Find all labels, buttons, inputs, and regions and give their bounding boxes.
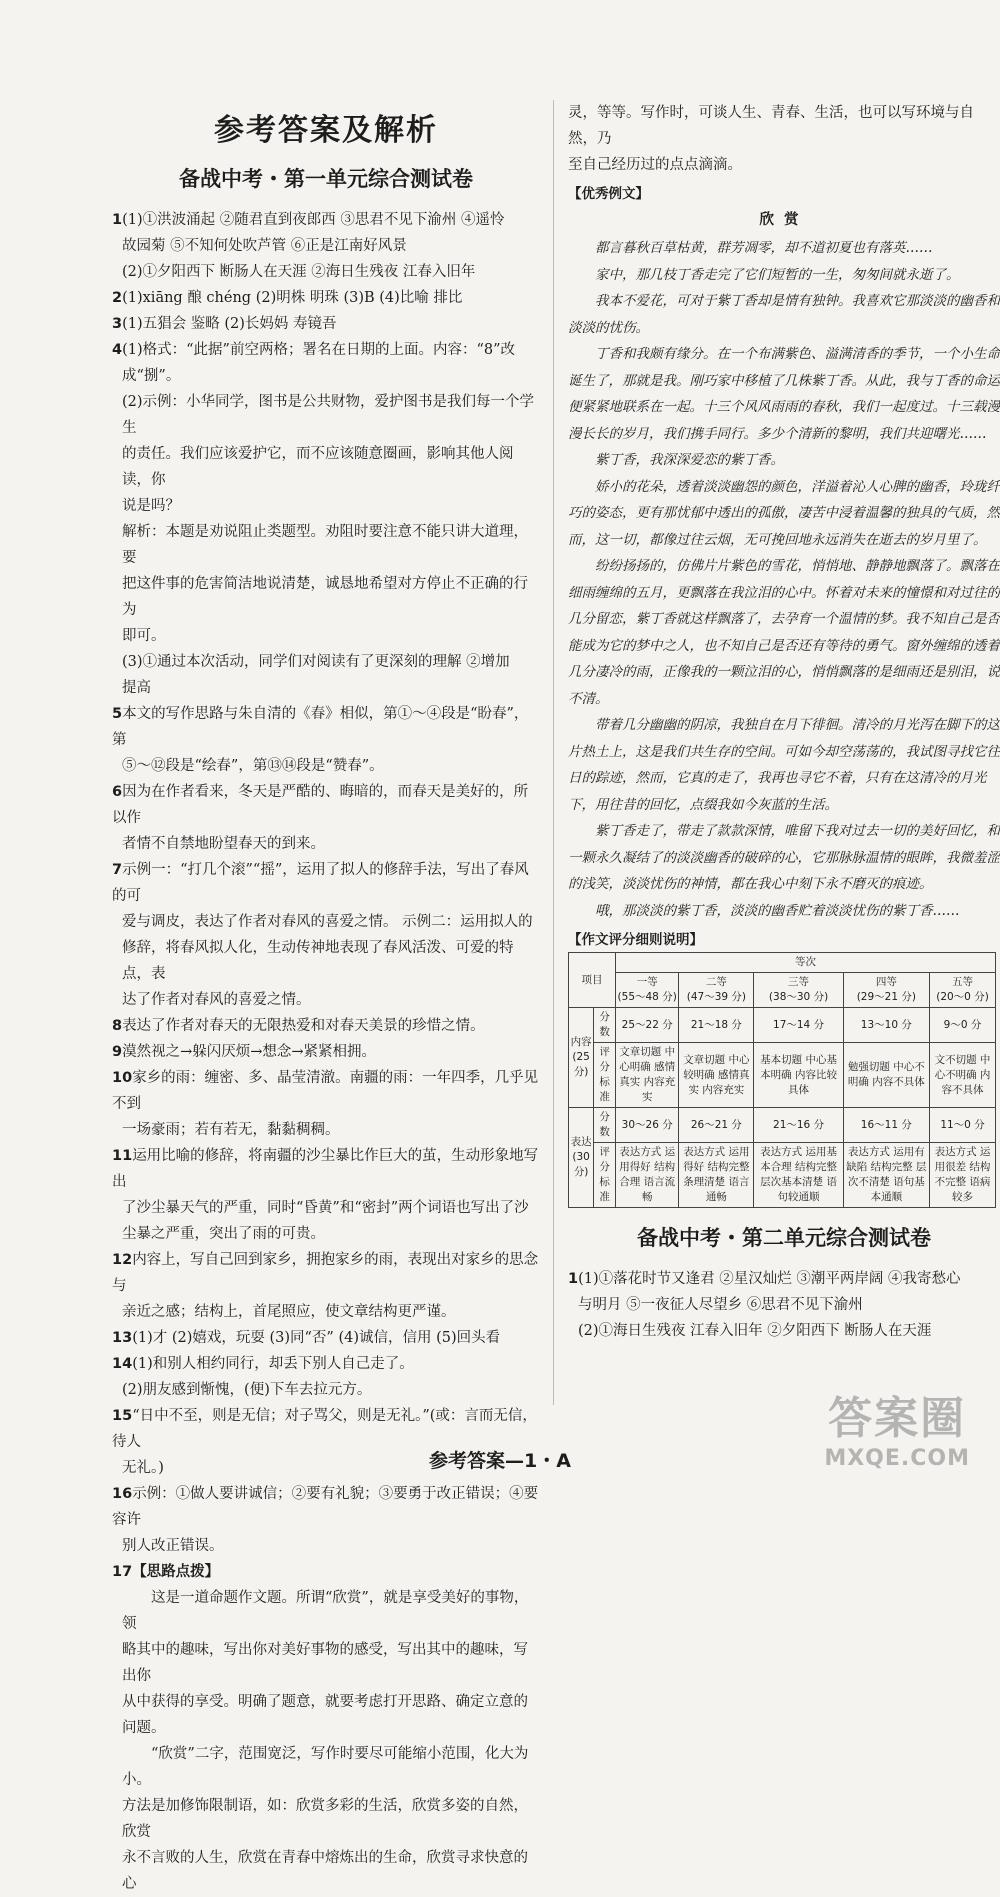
grading-levels-header: 等次 <box>616 953 996 973</box>
score-range: 11～0 分 <box>930 1108 996 1143</box>
question-number: 9 <box>112 1044 123 1060</box>
answer-text: 这是一道命题作文题。所谓“欣赏”，就是享受美好的事物，领 <box>122 1590 529 1632</box>
expression-std-label: 评分标准 <box>594 1143 616 1208</box>
score-range: 25～22 分 <box>616 1008 679 1043</box>
question-number: 5 <box>112 706 123 722</box>
answer-line <box>112 1143 540 1195</box>
expression-std-row <box>569 1143 996 1208</box>
expression-score-row <box>569 1108 996 1143</box>
answer-text: 家乡的雨：缠密、多、晶莹清澈。南疆的雨：一年四季，几乎见不到 <box>112 1070 539 1112</box>
essay-paragraph: 纷纷扬扬的，仿佛片片紫色的雪花，悄悄地、静静地飘落了。飘落在细雨缠绵的五月，更飘落在我泣泪的心中。怀着对未来的憧憬和对过往的几分留恋，紫丁香就这样飘落了，去孕育一个温情的梦。我不知自己是否能成为它的梦中之人，也不知自己是否还有等待的勇气。窗外缠绵的透着几分凄冷的雨，正像我的一颗泣泪的心，悄悄飘落的是细雨还是别泪，说不清。 <box>568 558 1000 707</box>
answer-line <box>112 857 540 909</box>
answer-text: (2)朋友感到惭愧，(便)下车去拉元方。 <box>122 1382 372 1398</box>
answer-line <box>112 1689 540 1715</box>
answer-line <box>112 1559 540 1585</box>
answer-line <box>112 207 540 233</box>
answer-text: 成“捌”。 <box>122 368 181 384</box>
answer-text: 运用比喻的修辞，将南疆的沙尘暴比作巨大的茧，生动形象地写出 <box>112 1148 539 1190</box>
answer-line <box>112 987 540 1013</box>
answer-line <box>112 1221 540 1247</box>
question-number: 12 <box>112 1252 133 1268</box>
question-number: 17 <box>112 1564 133 1580</box>
grading-standard: 基本切题 中心基本明确 内容比较具体 <box>754 1043 843 1108</box>
question-number: 3 <box>112 316 123 332</box>
answer-line <box>112 259 540 285</box>
essay-paragraph: 我本不爱花，可对于紫丁香却是情有独钟。我喜欢它那淡淡的幽香和淡淡的忧伤。 <box>568 293 1000 336</box>
essay-paragraph: 哦，那淡淡的紫丁香，淡淡的幽香贮着淡淡忧伤的紫丁香…… <box>595 902 960 919</box>
answer-text: (1)①洪波涌起 ②随君直到夜郎西 ③思君不见下渝州 ④遥怜 <box>122 212 505 228</box>
answer-line <box>112 1247 540 1299</box>
column-divider <box>553 100 554 1405</box>
answer-text: 永不言败的人生，欣赏在青春中熔炼出的生命，欣赏寻求快意的心 <box>122 1850 528 1892</box>
score-range: 21～18 分 <box>679 1008 754 1043</box>
answer-text: (3)①通过本次活动，同学们对阅读有了更深刻的理解 ②增加 <box>122 654 510 670</box>
grading-item-header: 项目 <box>569 953 616 1008</box>
answer-text: (1)xiāng 酿 chéng (2)明株 明珠 (3)B (4)比喻 排比 <box>122 290 463 306</box>
answer-line <box>112 1013 540 1039</box>
answer-text: 即可。 <box>122 628 166 644</box>
answer-line <box>112 571 540 623</box>
answer-text: “日中不至，则是无信；对子骂父，则是无礼。”(或：言而无信，待人 <box>112 1408 537 1450</box>
answer-text: 无礼。) <box>122 1460 164 1476</box>
grading-standard: 勉强切题 中心不明确 内容不具体 <box>843 1043 929 1108</box>
answer-line <box>112 1299 540 1325</box>
content-label: 内容 (25 分) <box>569 1008 594 1108</box>
answer-text: 达了作者对春风的喜爱之情。 <box>122 992 311 1008</box>
essay-title: 欣赏 <box>759 211 809 228</box>
grade-level: 二等 (47～39 分) <box>679 973 754 1008</box>
expression-score-label: 分数 <box>594 1108 616 1143</box>
score-range: 30～26 分 <box>616 1108 679 1143</box>
question-number: 14 <box>112 1356 133 1372</box>
watermark-logo: 答案圈 MXQE.COM <box>824 1393 970 1471</box>
answer-text: 漠然视之→躲闪厌烦→想念→紧紧相拥。 <box>122 1044 377 1060</box>
answer-line <box>112 1117 540 1143</box>
answer-line <box>112 1039 540 1065</box>
answer-line <box>112 519 540 571</box>
grading-tag: 【作文评分细则说明】 <box>568 932 703 948</box>
grade-level: 四等 (29～21 分) <box>843 973 929 1008</box>
question-number: 1 <box>568 1271 579 1287</box>
section1-title: 备战中考・第一单元综合测试卷 <box>179 167 473 191</box>
grade-level: 三等 (38～30 分) <box>754 973 843 1008</box>
question-number: 11 <box>112 1148 133 1164</box>
guidance-line: 灵，等等。写作时，可谈人生、青春、生活，也可以写环境与自然，乃 <box>568 105 974 147</box>
grade-level: 一等 (55～48 分) <box>616 973 679 1008</box>
answer-line <box>112 909 540 935</box>
answer-text: 者情不自禁地盼望春天的到来。 <box>122 836 325 852</box>
score-range: 16～11 分 <box>843 1108 929 1143</box>
answer-line <box>112 701 540 753</box>
question-number: 16 <box>112 1486 133 1502</box>
answer-line <box>112 363 540 389</box>
answer-line <box>112 311 540 337</box>
content-score-row <box>569 1008 996 1043</box>
answer-line <box>112 649 540 675</box>
question-number: 7 <box>112 862 123 878</box>
answer-text: 故园菊 ⑤不知何处吹芦管 ⑥正是江南好风景 <box>122 238 407 254</box>
answer-text: (1)①落花时节又逢君 ②星汉灿烂 ③潮平两岸阔 ④我寄愁心 <box>578 1271 961 1287</box>
answer-text: 的责任。我们应该爱护它，而不应该随意圈画，影响其他人阅读，你 <box>122 446 514 488</box>
score-range: 21～16 分 <box>754 1108 843 1143</box>
answer-line <box>112 1481 540 1533</box>
answer-line <box>112 753 540 779</box>
answer-line <box>112 1585 540 1637</box>
essay-body <box>568 235 1000 924</box>
answer-line <box>112 493 540 519</box>
question-number: 15 <box>112 1408 133 1424</box>
answer-text: 方法是加修饰限制语，如：欣赏多彩的生活，欣赏多姿的自然，欣赏 <box>122 1798 528 1840</box>
question-number: 6 <box>112 784 123 800</box>
answer-text: (1)和别人相约同行，却丢下别人自己走了。 <box>132 1356 414 1372</box>
essay-paragraph: 都言暮秋百草枯黄，群芳凋零，却不道初夏也有落英…… <box>595 240 933 256</box>
answer-line <box>112 1793 540 1845</box>
grading-standard: 表达方式 运用得好 结构合理 语言流畅 <box>616 1143 679 1208</box>
answer-line <box>112 1351 540 1377</box>
answer-text: 别人改正错误。 <box>122 1538 224 1554</box>
answer-line <box>112 623 540 649</box>
grading-header-row <box>569 953 996 973</box>
page-footer: 参考答案—1・A <box>429 1450 571 1472</box>
guidance-line: 至自己经历过的点点滴滴。 <box>568 157 742 173</box>
answer-line <box>112 1195 540 1221</box>
answer-line <box>112 441 540 493</box>
answer-text: (1)格式：“此据”前空两格；署名在日期的上面。内容：“8”改 <box>122 342 516 358</box>
grading-standard: 文章切题 中心较明确 感情真实 内容充实 <box>679 1043 754 1108</box>
answer-line <box>112 1377 540 1403</box>
score-range: 13～10 分 <box>843 1008 929 1043</box>
answer-text: 爱与调皮，表达了作者对春风的喜爱之情。 示例二：运用拟人的 <box>122 914 533 930</box>
answer-line <box>568 1292 1000 1318</box>
answer-line <box>112 1741 540 1793</box>
content-std-row <box>569 1043 996 1108</box>
essay-paragraph: 紫丁香走了，带走了款款深情，唯留下我对过去一切的美好回忆，和一颗永久凝结了的淡淡幽香的破碎的心，它那脉脉温情的眼眸，我微羞涩的浅笑，淡淡忧伤的神情，都在我心中刻下永不磨灭的痕迹。 <box>568 823 1000 892</box>
section2-answers <box>568 1266 1000 1344</box>
answer-line <box>112 233 540 259</box>
answer-text: 表达了作者对春天的无限热爱和对春天美景的珍惜之情。 <box>122 1018 485 1034</box>
question-number: 4 <box>112 342 123 358</box>
answer-text: (2)①夕阳西下 断肠人在天涯 ②海日生残夜 江春入旧年 <box>122 264 476 280</box>
answer-text: ⑤～⑫段是“绘春”，第⑬⑭段是“赞春”。 <box>122 758 384 774</box>
content-std-label: 评分标准 <box>594 1043 616 1108</box>
answer-text: (2)①海日生残夜 江春入旧年 ②夕阳西下 断肠人在天涯 <box>578 1323 932 1339</box>
answer-line <box>112 389 540 441</box>
answer-line <box>112 779 540 831</box>
essay-paragraph: 丁香和我颇有缘分。在一个布满紫色、溢满清香的季节，一个小生命诞生了，那就是我。刚巧家中移植了几株紫丁香。从此，我与丁香的命运便紧紧地联系在一起。十三个风风雨雨的春秋，我们一起度过。十三载漫漫长长的岁月，我们携手同行。多少个清新的黎明，我们共迎曙光…… <box>568 346 1000 442</box>
answer-line <box>112 831 540 857</box>
left-column <box>112 105 540 1897</box>
answer-text: 与明月 ⑤一夜征人尽望乡 ⑥思君不见下渝州 <box>578 1297 863 1313</box>
answer-text: 提高 <box>122 680 151 696</box>
answer-line <box>112 1325 540 1351</box>
essay-paragraph: 娇小的花朵，透着淡淡幽怨的颜色，洋溢着沁人心脾的幽香，玲珑纤巧的姿态，更有那忧郁中透出的孤傲，凄苦中浸着温馨的独具的气质，然而，这一切，都像过往云烟，无可挽回地永远消失在逝去的岁月里了。 <box>568 478 1000 548</box>
answer-text: 从中获得的享受。明确了题意，就要考虑打开思路、确定立意的 <box>122 1694 528 1710</box>
grade-level: 五等 (20～0 分) <box>930 973 996 1008</box>
answer-line <box>112 337 540 363</box>
question-number: 1 <box>112 212 123 228</box>
answer-line <box>568 1266 1000 1292</box>
answer-line <box>112 285 540 311</box>
answer-line <box>112 1637 540 1689</box>
answer-line <box>112 1533 540 1559</box>
answer-text: 【思路点拨】 <box>132 1563 220 1580</box>
score-range: 17～14 分 <box>754 1008 843 1043</box>
content-score-label: 分数 <box>594 1008 616 1043</box>
excellent-essay-tag: 【优秀例文】 <box>568 186 649 202</box>
answer-text: 了沙尘暴天气的严重，同时“昏黄”和“密封”两个词语也写出了沙 <box>122 1200 529 1216</box>
expression-label: 表达 (30 分) <box>569 1108 594 1208</box>
answer-line <box>112 1715 540 1741</box>
answer-text: 说是吗？ <box>122 498 180 514</box>
grading-standard: 文不切题 中心不明确 内容不具体 <box>930 1043 996 1108</box>
score-range: 9～0 分 <box>930 1008 996 1043</box>
score-range: 26～21 分 <box>679 1108 754 1143</box>
grading-standard: 表达方式 运用很差 结构不完整 语病较多 <box>930 1143 996 1208</box>
answer-line <box>112 935 540 987</box>
question-number: 2 <box>112 290 123 306</box>
answer-line <box>112 1065 540 1117</box>
answer-text: 把这件事的危害简洁地说清楚，诚恳地希望对方停止不正确的行为 <box>122 576 528 618</box>
answer-text: 因为在作者看来，冬天是严酷的、晦暗的，而春天是美好的，所以作 <box>112 784 529 826</box>
answer-text: (1)才 (2)嬉戏，玩耍 (3)同“否” (4)诚信，信用 (5)回头看 <box>132 1330 501 1346</box>
grading-level-row <box>569 973 996 1008</box>
page-title: 参考答案及解析 <box>214 113 438 148</box>
grading-standard: 表达方式 运用基本合理 结构完整 层次基本清楚 语句较通顺 <box>754 1143 843 1208</box>
section1-answers <box>112 207 540 1897</box>
answer-text: 问题。 <box>122 1720 166 1736</box>
grading-table <box>568 952 996 1208</box>
answer-text: (2)示例：小华同学，图书是公共财物，爱护图书是我们每一个学生 <box>122 394 535 436</box>
answer-text: 示例一：“打几个滚”“摇”，运用了拟人的修辞手法，写出了春风的可 <box>112 862 529 904</box>
essay-guidance-continued <box>568 100 1000 178</box>
question-number: 13 <box>112 1330 133 1346</box>
answer-text: 内容上，写自己回到家乡，拥抱家乡的雨，表现出对家乡的思念与 <box>112 1252 539 1294</box>
answer-text: “欣赏”二字，范围宽泛，写作时要尽可能缩小范围，化大为小。 <box>122 1746 529 1788</box>
answer-text: 亲近之感；结构上，首尾照应，使文章结构更严谨。 <box>122 1304 456 1320</box>
essay-paragraph: 带着几分幽幽的阴凉，我独自在月下徘徊。清冷的月光泻在脚下的这片热土上，这是我们共生存的空间。可如今却空荡荡的，我试图寻找它往日的踪迹，然而，它真的走了，我再也寻它不着，只有在这清冷的月光下，用往昔的回忆，点缀我如今灰蓝的生活。 <box>568 717 1000 813</box>
answer-line <box>112 1845 540 1897</box>
grading-standard: 表达方式 运用有缺陷 结构完整 层次不清楚 语句基本通顺 <box>843 1143 929 1208</box>
grading-standard: 表达方式 运用得好 结构完整 条理清楚 语言通畅 <box>679 1143 754 1208</box>
answer-text: 示例：①做人要讲诚信；②要有礼貌；③要勇于改正错误；④要容许 <box>112 1486 539 1528</box>
answer-text: (1)五猖会 鉴略 (2)长妈妈 寿镜吾 <box>122 316 337 332</box>
answer-line <box>568 1318 1000 1344</box>
question-number: 10 <box>112 1070 133 1086</box>
section2-title: 备战中考・第二单元综合测试卷 <box>637 1226 931 1250</box>
essay-paragraph: 家中，那几枝丁香走完了它们短暂的一生，匆匆间就永逝了。 <box>595 266 960 283</box>
grading-standard: 文章切题 中心明确 感情真实 内容充实 <box>616 1043 679 1108</box>
answer-text: 一场豪雨；若有若无，黏黏稠稠。 <box>122 1122 340 1138</box>
answer-text: 修辞，将春风拟人化，生动传神地表现了春风活泼、可爱的特点，表 <box>122 940 514 982</box>
answer-line <box>112 675 540 701</box>
question-number: 8 <box>112 1018 123 1034</box>
answer-text: 尘暴之严重，突出了雨的可贵。 <box>122 1226 325 1242</box>
answer-text: 略其中的趣味，写出你对美好事物的感受，写出其中的趣味，写出你 <box>122 1642 528 1684</box>
right-column <box>568 100 1000 1344</box>
essay-paragraph: 紫丁香，我深深爱恋的紫丁香。 <box>595 452 784 468</box>
answer-text: 解析：本题是劝说阻止类题型。劝阻时要注意不能只讲大道理，要 <box>122 524 528 566</box>
answer-text: 本文的写作思路与朱自清的《春》相似，第①～④段是“盼春”，第 <box>112 706 529 748</box>
